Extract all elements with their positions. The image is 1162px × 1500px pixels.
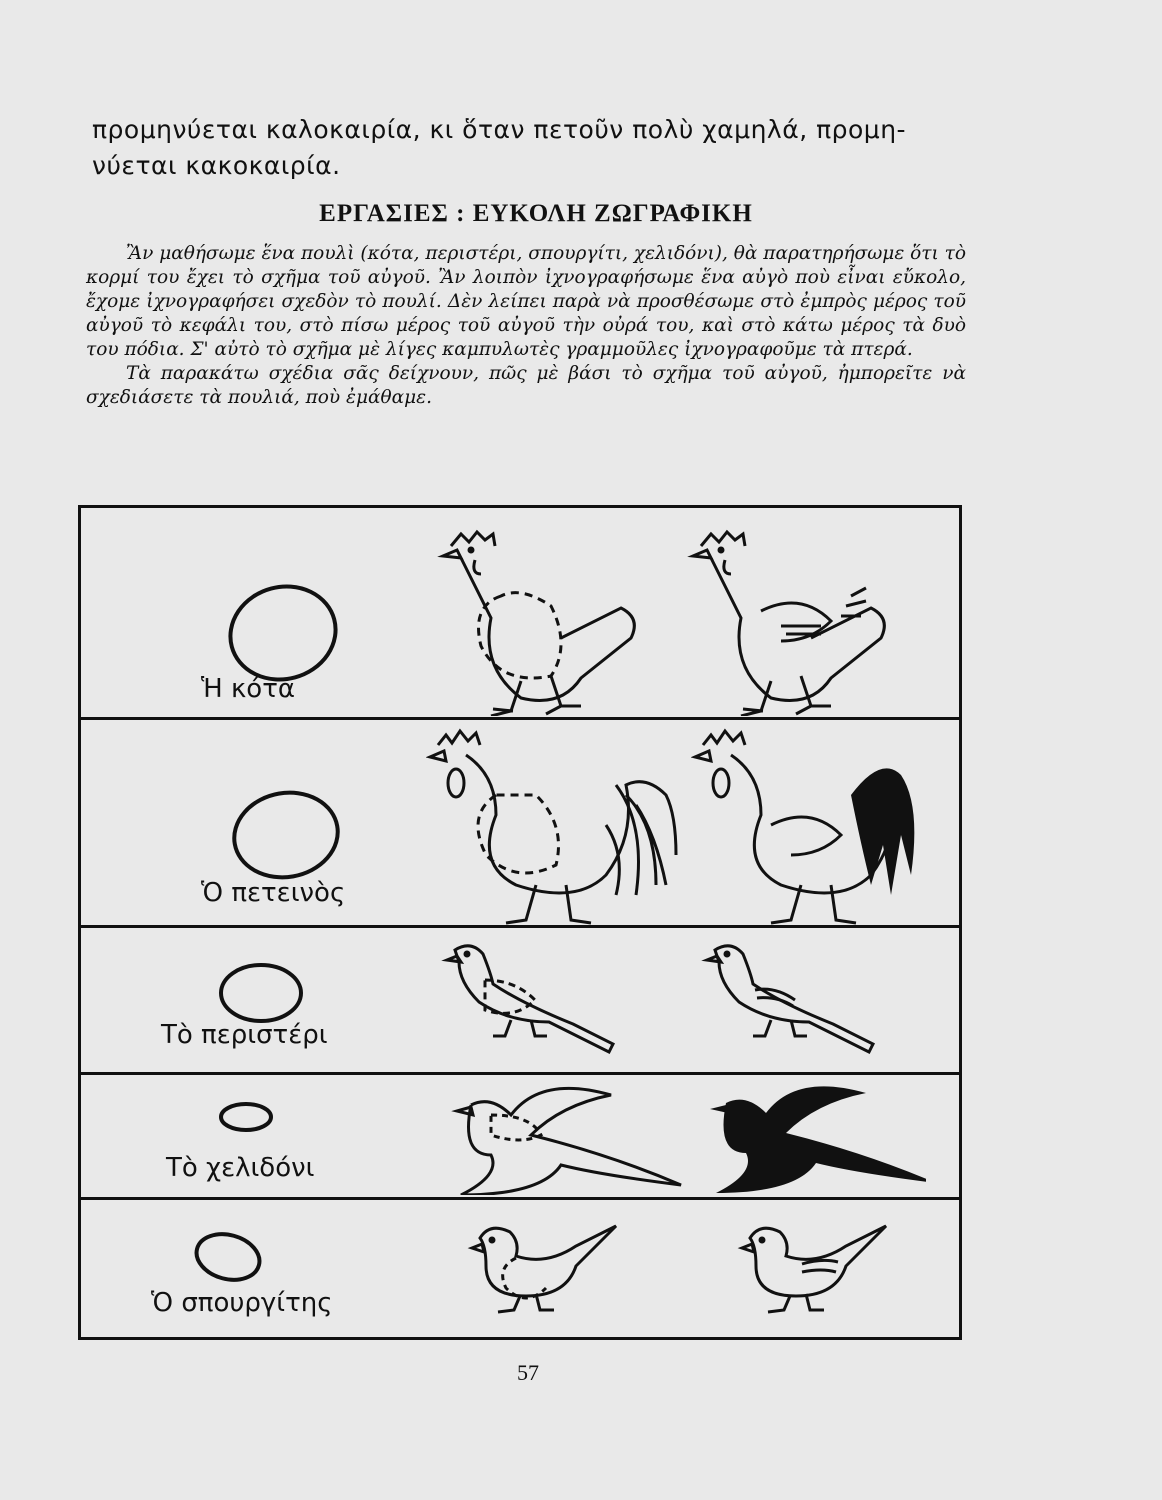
swallow-silhouette-icon <box>706 1085 926 1195</box>
row-swallow <box>81 1075 959 1200</box>
row-sparrow <box>81 1200 959 1343</box>
egg-outline-icon <box>216 1097 276 1137</box>
intro-line-2: νύεται κακοκαιρία. <box>92 151 341 180</box>
row-hen <box>81 508 959 720</box>
paragraph-1: Ἂν μαθήσωμε ἕνα πουλὶ (κότα, περιστέρι, σπουργίτι, χελιδόνι), θὰ παρατηρήσωμε ὅτι τὸ κορμί του ἔχει τὸ σχῆμα τοῦ αὐγοῦ. Ἂν λοιπὸν ἰχνογραφήσωμε ἕνα αὐγὸ ποὺ εἶναι εὔκολο, ἔχομε ἰχνογραφήσει σχεδὸν τὸ πουλί. Δὲν λείπει παρὰ νὰ προσθέσωμε στὸ ἐμπρὸς μέρος τοῦ αὐγοῦ τὸ κεφάλι του, στὸ πίσω μέρος τοῦ αὐγοῦ τὴν οὐρά του, καὶ στὸ κάτω μέρος τὰ δυὸ του πόδια. Σ' αὐτὸ τὸ σχῆμα μὲ λίγες καμπυλωτὲς γραμμοῦλες ἰχνογραφοῦμε τὰ πτερά. <box>86 243 967 360</box>
paragraph-2: Τὰ παρακάτω σχέδια σᾶς δείχνουν, πῶς μὲ βάσι τὸ σχῆμα τοῦ αὐγοῦ, ἠμπορεῖτε νὰ σχεδιάσετε τὰ πουλιά, ποὺ ἐμάθαμε. <box>86 363 966 408</box>
instructions-text <box>86 242 966 410</box>
sparrow-sketch-icon <box>466 1218 626 1328</box>
sparrow-drawing-icon <box>736 1218 896 1328</box>
bird-label-swallow: Τὸ χελιδόνι <box>166 1153 315 1183</box>
page-number: 57 <box>517 1360 539 1385</box>
rooster-drawing-icon <box>691 725 931 925</box>
pigeon-drawing-icon <box>701 940 881 1060</box>
bird-label-rooster: Ὁ πετεινὸς <box>201 878 346 908</box>
egg-outline-icon <box>229 785 344 885</box>
bird-drawing-table <box>78 505 962 1340</box>
intro-text <box>92 112 972 184</box>
pigeon-sketch-icon <box>441 940 621 1060</box>
section-heading: ΕΡΓΑΣΙΕΣ : ΕΥΚΟΛΗ ΖΩΓΡΑΦΙΚΗ <box>319 200 753 227</box>
egg-outline-icon <box>216 958 306 1028</box>
row-rooster <box>81 720 959 928</box>
swallow-sketch-icon <box>451 1085 691 1195</box>
bird-label-pigeon: Τὸ περιστέρι <box>161 1020 328 1050</box>
hen-drawing-icon <box>681 516 901 716</box>
egg-outline-icon <box>226 583 341 683</box>
rooster-sketch-icon <box>426 725 696 925</box>
intro-line-1: προμηνύεται καλοκαιρία, κι ὅταν πετοῦν πολὺ χαμηλά, προμη- <box>92 115 907 144</box>
row-pigeon <box>81 928 959 1075</box>
bird-label-sparrow: Ὁ σπουργίτης <box>151 1288 333 1318</box>
bird-label-hen: Ἡ κότα <box>201 674 296 704</box>
hen-sketch-icon <box>431 516 651 716</box>
egg-outline-icon <box>191 1230 266 1285</box>
